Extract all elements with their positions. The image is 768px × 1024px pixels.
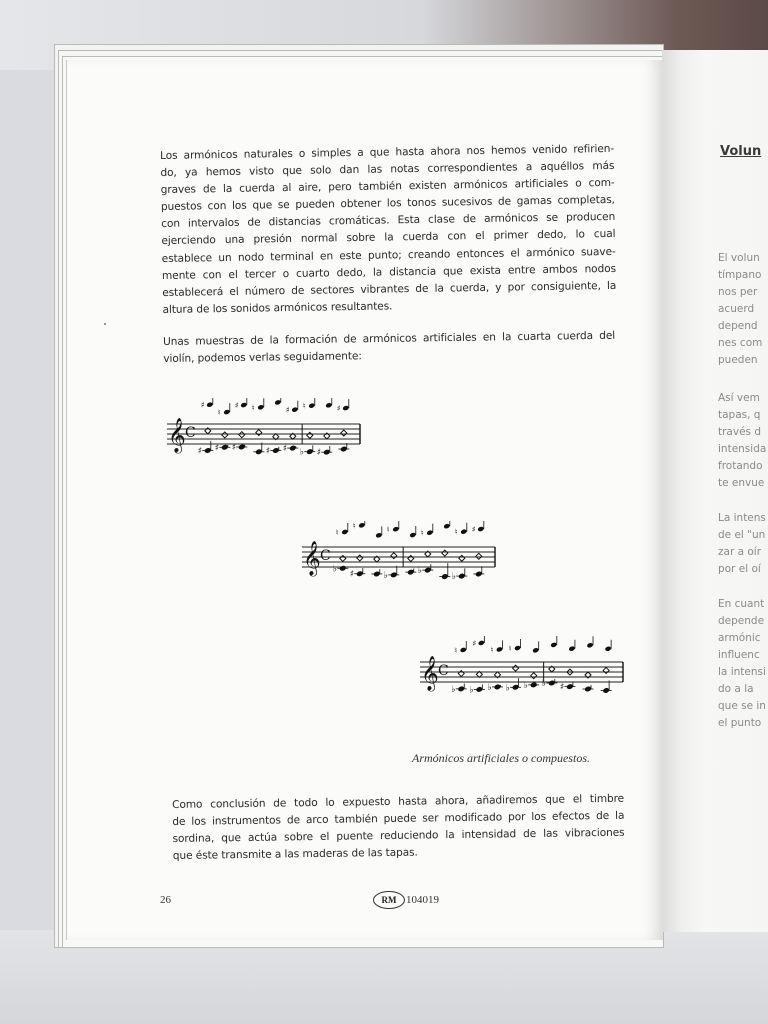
- catalog-code: 104019: [406, 894, 439, 906]
- accidental-icon: ♭: [451, 572, 457, 583]
- accidental-icon: ♭: [523, 680, 528, 691]
- accidental-icon: ♯: [472, 638, 477, 648]
- accidental-icon: ♯: [336, 404, 341, 414]
- resultant-note-head: [325, 402, 332, 408]
- harmonic-diamond: [341, 430, 347, 436]
- harmonic-diamond: [340, 555, 346, 561]
- accidental-icon: ♮: [335, 527, 339, 537]
- resultant-note-head: [586, 642, 593, 648]
- accidental-icon: ♮: [386, 525, 390, 535]
- harmonic-diamond: [476, 553, 482, 559]
- harmonic-diamond: [531, 673, 537, 679]
- treble-clef-icon: 𝄞: [303, 541, 321, 576]
- harmonic-diamond: [357, 555, 363, 561]
- accidental-icon: ♯: [471, 525, 476, 535]
- right-page-line: el punto: [718, 717, 762, 729]
- harmonic-diamond: [458, 671, 464, 677]
- treble-clef-icon: 𝄞: [421, 656, 439, 691]
- right-page-line: por el oí: [718, 563, 761, 575]
- resultant-note-head: [550, 642, 557, 648]
- music-example-3: [418, 636, 628, 716]
- accidental-icon: ♮: [352, 521, 356, 531]
- harmonic-diamond: [391, 553, 397, 559]
- resultant-note-head: [240, 402, 247, 408]
- right-page-line: armónic: [718, 632, 761, 644]
- treble-clef-icon: 𝄞: [168, 418, 186, 453]
- resultant-note-head: [308, 403, 315, 409]
- text-line: sordina, que actúa sobre el puente reduciendo la intensidad de las vibraciones: [172, 826, 625, 846]
- right-page-line: tímpano: [718, 269, 762, 281]
- text-line: do, ya hemos visto que solo dan las notas correspondientes a aquéllos más: [160, 159, 615, 180]
- harmonic-diamond: [459, 555, 465, 561]
- resultant-note-head: [514, 645, 521, 651]
- publisher-logo: RM: [373, 891, 405, 909]
- figure-caption: Armónicos artificiales o compuestos.: [412, 751, 590, 765]
- right-page-line: En cuant: [718, 598, 765, 610]
- text-line: Como conclusión de todo lo expuesto hasta ahora, añadiremos que el timbre: [172, 792, 625, 811]
- common-time-icon: C: [438, 663, 449, 679]
- accidental-icon: ♮: [420, 528, 424, 538]
- text-line: que éste transmite a las maderas de las tapas.: [172, 846, 418, 863]
- harmonic-diamond: [513, 665, 519, 671]
- accidental-icon: ♭: [299, 447, 305, 458]
- accidental-icon: ♭: [417, 566, 423, 577]
- text-line: ejerciendo una presión normal sobre la cuerda con el primer dedo, lo cual: [161, 228, 616, 248]
- resultant-note-head: [605, 646, 612, 652]
- right-page-line: do a la: [718, 683, 754, 695]
- resultant-note-head: [274, 399, 281, 405]
- text-line: de los instrumentos de arco también puede ser modificado por los efectos de la: [172, 809, 625, 829]
- right-page-line: que se in: [718, 700, 766, 712]
- accidental-icon: ♯: [282, 444, 288, 455]
- right-page-line: través d: [718, 426, 762, 438]
- resultant-note-head: [496, 646, 503, 652]
- resultant-note-head: [443, 523, 450, 529]
- text-line: Unas muestras de la formación de armónicos artificiales en la cuarta cuerda del: [163, 329, 616, 348]
- accidental-icon: ♮: [454, 527, 458, 537]
- resultant-note-head: [358, 522, 365, 528]
- accidental-icon: ♮: [490, 645, 494, 655]
- paragraph-examples-intro: [163, 328, 615, 368]
- text-line: con intervalos de distancias cromáticas. Esta clase de armónicos se producen: [161, 211, 616, 231]
- accidental-icon: ♯: [197, 446, 203, 457]
- harmonic-diamond: [222, 432, 228, 438]
- resultant-note-head: [342, 405, 349, 411]
- right-page-line: nes com: [718, 337, 763, 349]
- music-example-1: [165, 398, 365, 473]
- resultant-note-head: [375, 532, 382, 538]
- common-time-icon: C: [320, 548, 331, 564]
- resultant-note-head: [460, 647, 467, 653]
- right-page-line: acuerd: [718, 303, 755, 315]
- harmonic-diamond: [408, 555, 414, 561]
- text-line: altura de los sonidos armónicos resultantes.: [162, 300, 393, 316]
- accidental-icon: ♯: [200, 400, 205, 410]
- resultant-note-head: [392, 526, 399, 532]
- accidental-icon: ♭: [505, 683, 510, 694]
- accidental-icon: ♭: [332, 564, 338, 575]
- resultant-note-head: [409, 532, 416, 538]
- text-line: establece un nodo terminal en este punto; creando entonces el armónico suave-: [161, 245, 616, 265]
- right-page-line: Así vem: [718, 392, 760, 404]
- accidental-icon: ♯: [234, 401, 239, 411]
- accidental-icon: ♭: [469, 685, 474, 696]
- resultant-note-head: [460, 529, 467, 535]
- resultant-note-head: [568, 646, 575, 652]
- paragraph-conclusion: [172, 791, 625, 866]
- right-page-line: tapas, q: [718, 409, 761, 421]
- accidental-icon: ♮: [508, 644, 512, 654]
- text-line: puestos con los que se pueden obtener los tonos sucesivos de gamas completas,: [160, 194, 615, 214]
- right-page-title: Volun: [720, 144, 762, 159]
- text-line: graves de la cuerda al aire, pero también existen armónicos artificiales o com-: [160, 177, 615, 197]
- accidental-icon: ♯: [214, 443, 220, 454]
- right-page-line: la intensi: [718, 666, 766, 678]
- right-page-line: intensida: [718, 443, 767, 455]
- harmonic-diamond: [239, 432, 245, 438]
- text-line: mente con el tercer o cuarto dedo, la distancia que exista entre ambos nodos: [161, 262, 617, 282]
- paragraph-harmonics: [160, 141, 617, 319]
- resultant-note-head: [478, 640, 485, 646]
- accidental-icon: ♮: [454, 645, 458, 655]
- paper-speck: [104, 323, 106, 325]
- right-page-line: pueden: [718, 354, 758, 366]
- text-line: Los armónicos naturales o simples a que hasta ahora nos hemos venido refirien-: [160, 142, 615, 162]
- accidental-icon: ♯: [559, 682, 565, 693]
- harmonic-diamond: [307, 432, 313, 438]
- resultant-note-head: [223, 409, 230, 415]
- resultant-note-head: [257, 404, 264, 410]
- accidental-icon: ♯: [231, 442, 237, 453]
- resultant-note-head: [532, 647, 539, 653]
- music-example-2: [300, 521, 500, 596]
- harmonic-diamond: [256, 430, 262, 436]
- harmonic-diamond: [603, 667, 609, 673]
- right-page-line: depende: [718, 615, 765, 627]
- text-line: establecerá el número de sectores vibrantes de la cuerda, y por consiguiente, la: [162, 279, 617, 299]
- accidental-icon: ♮: [302, 401, 306, 411]
- right-page-line: frotando: [718, 460, 763, 472]
- right-page-line: zar a oír: [718, 546, 762, 558]
- accidental-icon: ♯: [316, 448, 322, 459]
- resultant-note-head: [477, 526, 484, 532]
- right-page-line: La intens: [718, 512, 766, 524]
- accidental-icon: ♭: [383, 570, 389, 581]
- resultant-note-head: [206, 402, 213, 408]
- accidental-icon: ♯: [285, 405, 290, 415]
- common-time-icon: C: [185, 425, 196, 441]
- right-page-line: depend: [718, 320, 758, 332]
- accidental-icon: ♭: [451, 684, 456, 695]
- accidental-icon: ♮: [217, 408, 221, 418]
- text-line: violín, podemos verlas seguidamente:: [163, 350, 362, 366]
- accidental-icon: ♭: [541, 679, 547, 690]
- right-page-line: El volun: [718, 252, 760, 264]
- harmonic-diamond: [442, 550, 448, 556]
- right-page-line: te envue: [718, 477, 765, 489]
- accidental-icon: ♯: [349, 569, 355, 580]
- right-page: [662, 50, 768, 932]
- right-page-line: influenc: [718, 649, 760, 661]
- accidental-icon: ♮: [251, 403, 255, 413]
- right-page-line: nos per: [718, 286, 758, 298]
- accidental-icon: ♭: [487, 682, 492, 693]
- resultant-note-head: [426, 530, 433, 536]
- resultant-note-head: [291, 407, 298, 413]
- accidental-icon: ♯: [265, 446, 271, 457]
- resultant-note-head: [341, 529, 348, 535]
- right-page-line: de el "un: [718, 529, 766, 541]
- page-number: 26: [160, 894, 171, 906]
